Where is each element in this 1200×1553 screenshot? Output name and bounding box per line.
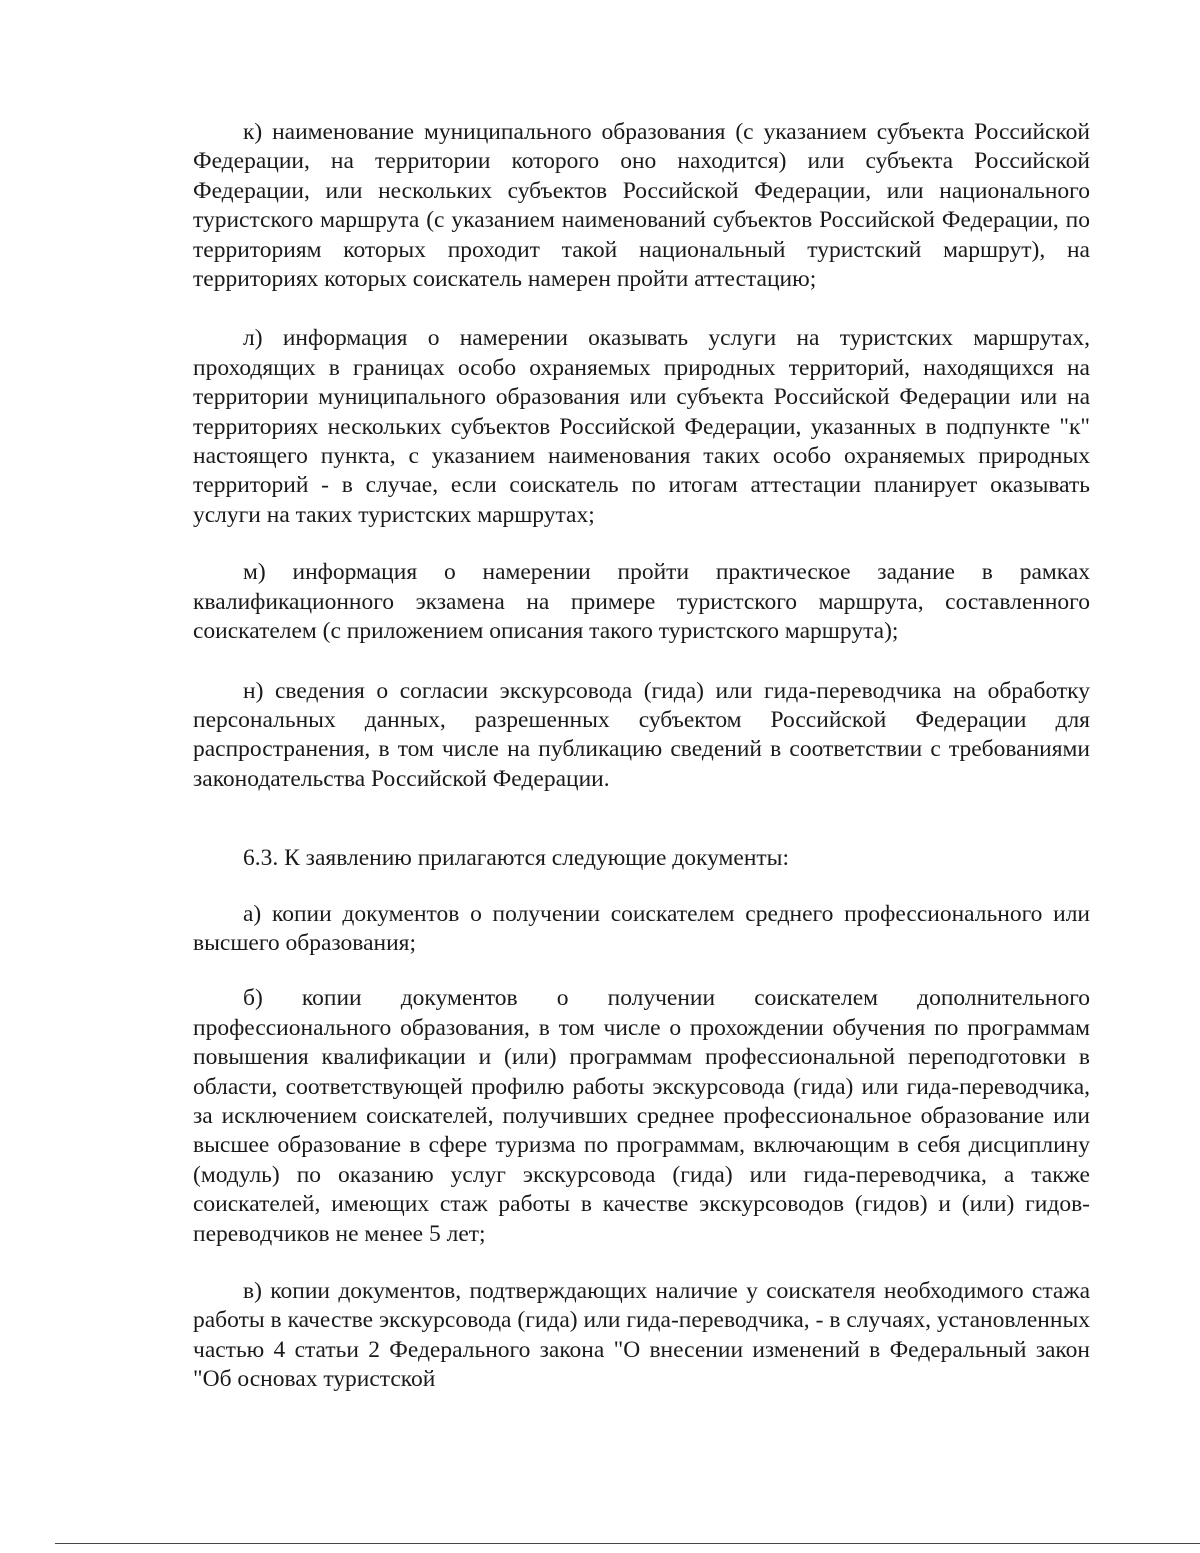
paragraph-b: б) копии документов о получении соискателем дополнительного профессионального образования, в том числе о прохождении обучения по программам повышения квалификации и (или) программам профессиональной переподготовки в области, соответствующей профилю работы экскурсовода (гида) или гида-переводчика, за исключением соискателей, получивших среднее профессиональное образование или высшее образование в сфере туризма по программам, включающим в себя дисциплину (модуль) по оказанию услуг экскурсовода (гида) или гида-переводчика, а также соискателей, имеющих стаж работы в качестве экскурсоводов (гидов) и (или) гидов-переводчиков не менее 5 лет; xyxy=(193,985,1090,1247)
paragraph-k: к) наименование муниципального образования (с указанием субъекта Российской Федерации, на территории которого оно находится) или субъекта Российской Федерации, или нескольких субъектов Российской Федерации, или национального туристского маршрута (с указанием наименований субъектов Российской Федерации, по территориям которых проходит такой национальный туристский маршрут), на территориях которых соискатель намерен пройти аттестацию; xyxy=(193,119,1090,293)
document-body xyxy=(193,118,1090,1395)
paragraph-n: н) сведения о согласии экскурсовода (гида) или гида-переводчика на обработку персональных данных, разрешенных субъектом Российской Федерации для распространения, в том числе на публикацию сведений в соответствии с требованиями законодательства Российской Федерации. xyxy=(193,677,1090,792)
paragraph-m: м) информация о намерении пройти практическое задание в рамках квалификационного экзамена на примере туристского маршрута, составленного соискателем (с приложением описания такого туристского маршрута); xyxy=(193,559,1090,645)
page-bottom-rule xyxy=(55,1543,1200,1544)
section-heading-6-3: 6.3. К заявлению прилагаются следующие документы: xyxy=(243,845,789,872)
paragraph-l: л) информация о намерении оказывать услуги на туристских маршрутах, проходящих в границах особо охраняемых природных территорий, находящихся на территории муниципального образования или субъекта Российской Федерации или на территориях нескольких субъектов Российской Федерации, указанных в подпункте "к" настоящего пункта, с указанием наименования таких особо охраняемых природных территорий - в случае, если соискатель по итогам аттестации планирует оказывать услуги на таких туристских маршрутах; xyxy=(193,325,1090,528)
paragraph-v: в) копии документов, подтверждающих наличие у соискателя необходимого стажа работы в качестве экскурсовода (гида) или гида-переводчика, - в случаях, установленных частью 4 статьи 2 Федерального закона "О внесении изменений в Федеральный закон "Об основах туристской xyxy=(193,1278,1090,1393)
paragraph-a: а) копии документов о получении соискателем среднего профессионального или высшего образования; xyxy=(193,900,1090,956)
